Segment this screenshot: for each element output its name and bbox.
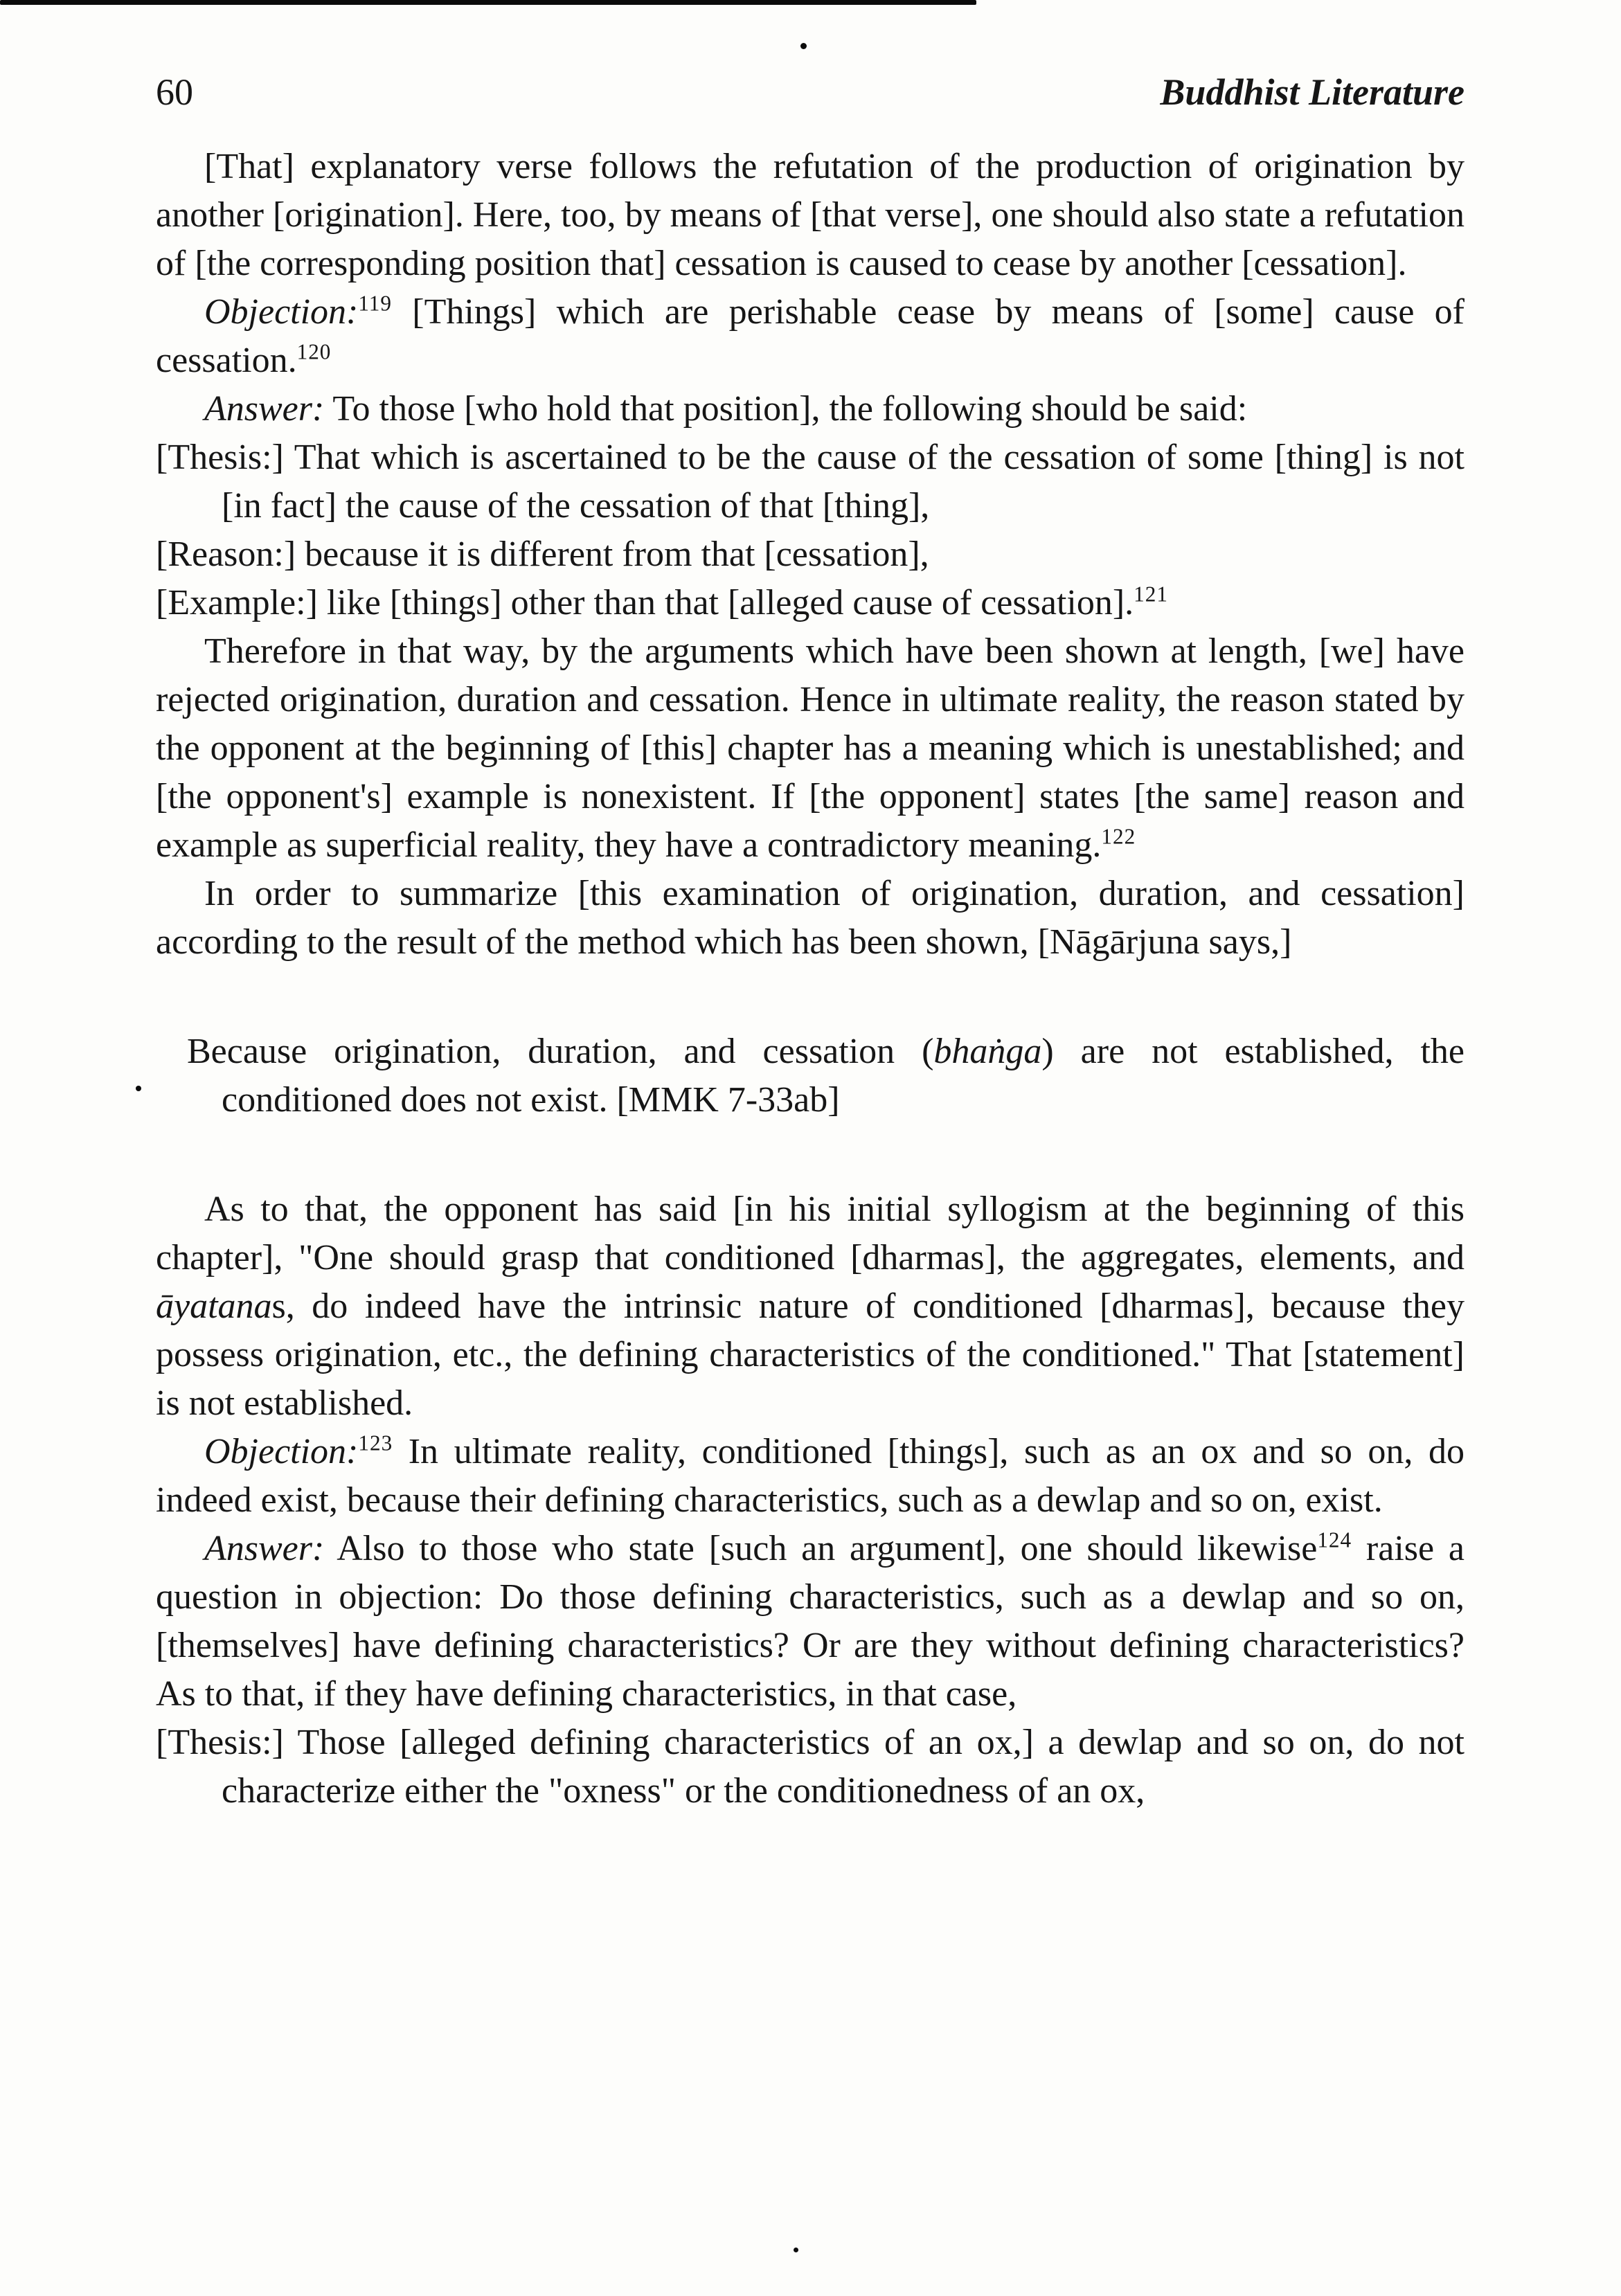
para-thesis-2 (156, 1719, 1465, 1815)
text-run: [Thesis:] That which is ascertained to be the cause of the cessation of some [thing] is not [in fact] the cause of the cessation of that [thing], (156, 438, 1465, 526)
italic-text: Answer: (204, 389, 325, 429)
italic-text: Objection: (204, 292, 359, 332)
page-body (156, 143, 1465, 1815)
para-explanatory-verse (156, 143, 1465, 288)
text-run: Because origination, duration, and cessation ( (187, 1032, 934, 1071)
text-run: [Thesis:] Those [alleged defining characteristics of an ox,] a dewlap and so on, do not characterize either the "oxness" or the conditionedness of an ox, (156, 1723, 1465, 1811)
text-run: As to that, the opponent has said [in his initial syllogism at the beginning of this chapter], "One should grasp that conditioned [dharmas], the aggregates, elements, and (156, 1190, 1465, 1277)
footnote-ref: 119 (358, 291, 392, 316)
footnote-ref: 122 (1101, 824, 1136, 849)
text-run: Therefore in that way, by the arguments which have been shown at length, [we] have rejected origination, duration and cessation. Hence in ultimate reality, the reason stated by the opponent at the beginning of [this] chapter has a meaning which is unestablished; and [the opponent's] example is nonexistent. If [the opponent] states [the same] reason and example as superficial reality, they have a contradictory meaning. (156, 631, 1465, 865)
para-objection-119 (156, 288, 1465, 385)
scan-speck (800, 43, 807, 49)
verse-mmk-7-33ab (156, 1028, 1465, 1124)
scan-speck (794, 2248, 798, 2252)
page-header (156, 71, 1465, 114)
text-run: To those [who hold that position], the following should be said: (324, 389, 1248, 429)
para-example-1 (156, 579, 1465, 627)
text-run: s, do indeed have the intrinsic nature of conditioned [dharmas], because they possess origination, etc., the defining characteristics of the conditioned." That [statement] is not established. (156, 1286, 1465, 1423)
footnote-ref: 123 (358, 1430, 393, 1455)
text-run: raise a question in objection: Do those defining characteristics, such as a dewlap and so on, [themselves] have defining characteristics? Or are they without defining characteristics? As to that, if they have defining characteristics, in that case, (156, 1529, 1465, 1714)
footnote-ref: 124 (1317, 1527, 1352, 1552)
text-run: In ultimate reality, conditioned [things], such as an ox and so on, do indeed exist, because their defining characteristics, such as a dewlap and so on, exist. (156, 1432, 1465, 1520)
italic-text: Objection: (204, 1432, 359, 1471)
para-reason-1 (156, 530, 1465, 579)
italic-text: bhaṅga (933, 1032, 1042, 1071)
italic-text: āyatana (156, 1286, 272, 1326)
para-objection-123 (156, 1428, 1465, 1525)
page-number: 60 (156, 71, 193, 113)
text-run: ) are not established, the conditioned does not exist. [MMK 7-33ab] (222, 1032, 1465, 1120)
scan-speck (136, 1086, 141, 1091)
text-run: [That] explanatory verse follows the refutation of the production of origination by another [origination]. Here, too, by means of [that verse], one should also state a refutation of [the corresponding position that] cessation is caused to cease by another [cessation]. (156, 147, 1465, 283)
text-run: [Example:] like [things] other than that [alleged cause of cessation]. (156, 583, 1134, 622)
text-run: [Reason:] because it is different from that [cessation], (156, 535, 929, 574)
para-thesis-1 (156, 433, 1465, 530)
footnote-ref: 121 (1134, 582, 1168, 607)
scan-edge-artifact (0, 0, 976, 5)
footnote-ref: 120 (296, 339, 332, 364)
text-run: Also to those who state [such an argument], one should likewise (324, 1529, 1318, 1568)
para-answer-1 (156, 385, 1465, 433)
para-therefore (156, 627, 1465, 870)
running-title: Buddhist Literature (1160, 71, 1465, 113)
text-run: In order to summarize [this examination of origination, duration, and cessation] according to the result of the method which has been shown, [Nāgārjuna says,] (156, 874, 1465, 962)
text-run: [Things] which are perishable cease by means of [some] cause of cessation. (156, 292, 1465, 380)
para-answer-2 (156, 1525, 1465, 1719)
para-summarize (156, 870, 1465, 967)
para-as-to-that (156, 1185, 1465, 1428)
italic-text: Answer: (204, 1529, 325, 1568)
